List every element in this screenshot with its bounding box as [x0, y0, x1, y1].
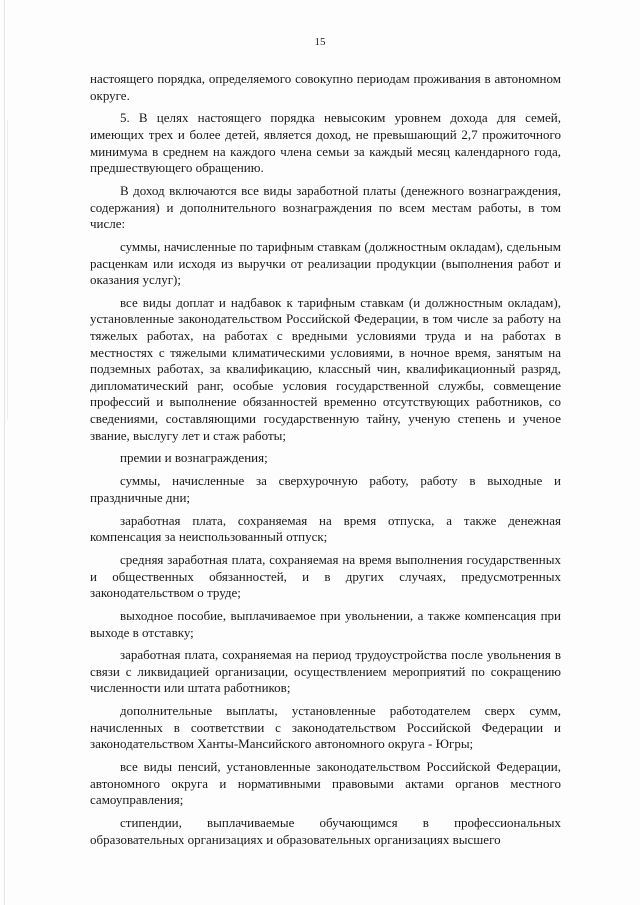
scan-edge-line — [4, 0, 5, 905]
list-item-tariff-sums: суммы, начисленные по тарифным ставкам (должностным окладам), сдельным расценкам или исходя из выручки от реализации продукции (выполнения работ и оказания услуг); — [90, 238, 561, 288]
page-number: 15 — [314, 36, 326, 48]
list-item-severance: выходное пособие, выплачиваемое при увольнении, а также компенсация при выходе в отставку; — [90, 607, 561, 640]
list-item-stipends: стипендии, выплачиваемые обучающимся в профессиональных образовательных организациях и образовательных организациях высшего — [90, 815, 561, 847]
list-item-additional-payments: дополнительные выплаты, установленные работодателем сверх сумм, начисленных в соответствии с законодательством Российской Федерации и законодательством Ханты-Мансийского автономного округа - Югры; — [90, 703, 561, 752]
list-item-bonuses: премии и вознаграждения; — [120, 450, 268, 466]
document-body — [90, 71, 561, 855]
paragraph-item-5: 5. В целях настоящего порядка невысоким уровнем дохода для семей, имеющих трех и более детей, является доход, не превышающий 2,7 прожиточного минимума в среднем на каждого члена семьи за каждый месяц календарного года, предшествующего обращению. — [90, 110, 561, 176]
paragraph-income-includes: В доход включаются все виды заработной платы (денежного вознаграждения, содержания) и дополнительного вознаграждения по всем местам работы, в том числе: — [90, 182, 561, 232]
list-item-reemployment-wage: заработная плата, сохраняемая на период трудоустройства после увольнения в связи с ликвидацией организации, осуществлением мероприятий по сокращению численности или штата работников; — [90, 647, 561, 696]
list-item-overtime: суммы, начисленные за сверхурочную работу, работу в выходные и праздничные дни; — [90, 473, 561, 505]
list-item-average-wage: средняя заработная плата, сохраняемая на время выполнения государственных и общественных обязанностей, и в других случаях, предусмотренных законодательством о труде; — [90, 551, 561, 601]
paragraph-continuation: настоящего порядка, определяемого совокупно периодам проживания в автономном округе. — [90, 71, 561, 103]
list-item-pensions: все виды пенсий, установленные законодательством Российской Федерации, автономного округа и нормативными правовыми актами органов местного самоуправления; — [90, 759, 561, 808]
list-item-allowances: все виды доплат и надбавок к тарифным ставкам (и должностным окладам), установленные законодательством Российской Федерации, в том числе за работу на тяжелых работах, на работах с вредными условиями труда и на работах в местностях с тяжелыми климатическими условиями, в ночное время, занятым на подземных работах, за квалификацию, классный чин, квалификационный разряд, дипломатический ранг, особые условия государственной службы, совмещение профессий и выполнение обязанностей временно отсутствующих работников, со сведениями, составляющими государственную тайну, ученую степень и ученое звание, выслугу лет и стаж работы; — [90, 294, 561, 443]
list-item-vacation-pay: заработная плата, сохраняемая на время отпуска, а также денежная компенсация за неиспользованный отпуск; — [90, 512, 561, 545]
scan-edge-line-faint — [7, 120, 8, 420]
